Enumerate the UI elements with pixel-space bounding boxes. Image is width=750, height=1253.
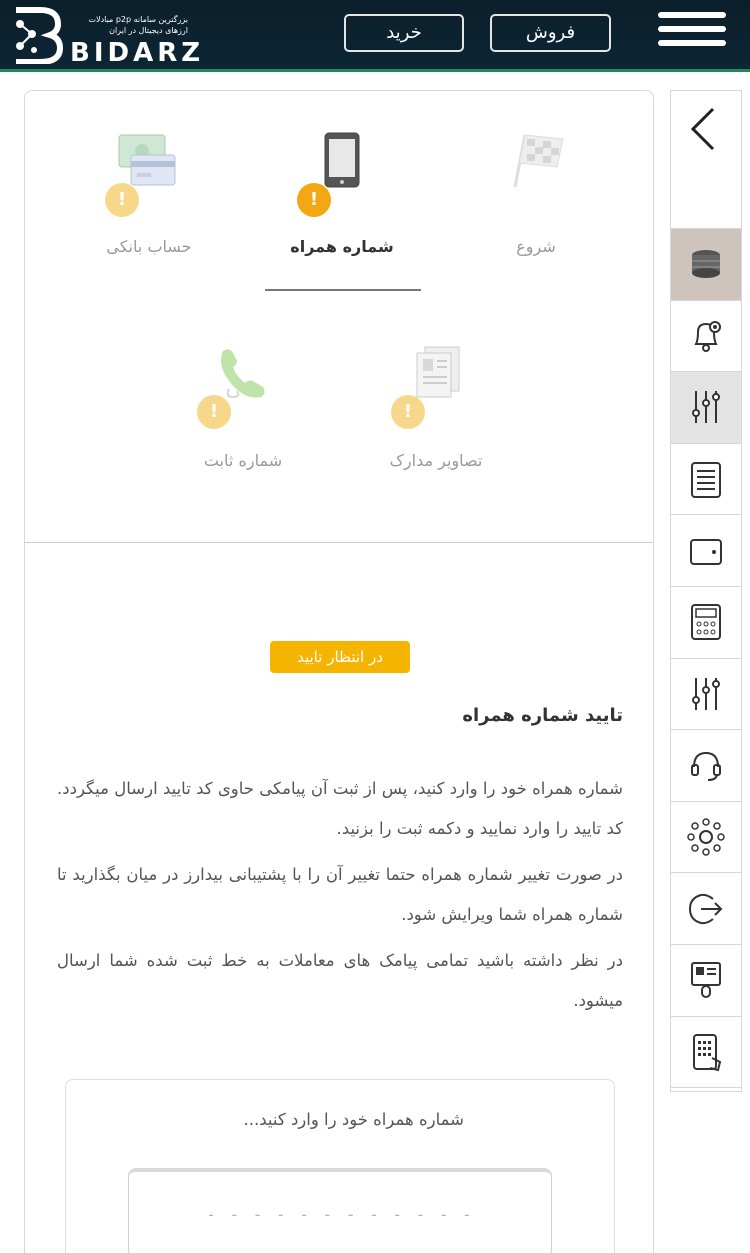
wallet-icon	[688, 534, 724, 568]
landline-phone-icon	[215, 345, 271, 401]
buy-button[interactable]: خرید	[344, 14, 464, 52]
calculator-icon	[688, 602, 724, 642]
sidebar-item-settings[interactable]	[671, 372, 741, 444]
warning-icon: !	[197, 395, 231, 429]
phone-form	[65, 1079, 615, 1253]
headset-icon	[688, 747, 724, 783]
mobile-phone-icon	[323, 131, 361, 189]
logo-mark-icon	[10, 6, 66, 64]
warning-icon: !	[297, 183, 331, 217]
sidebar-item-coins[interactable]	[671, 229, 741, 301]
verification-steps	[25, 91, 653, 543]
warning-icon: !	[391, 395, 425, 429]
logout-icon	[687, 891, 725, 927]
logo-tagline: بزرگترین سامانه p2p مبادلات ارزهای دیجیتال در ایران	[88, 15, 188, 35]
coins-icon	[688, 247, 724, 281]
sidebar-item-preferences[interactable]	[671, 659, 741, 731]
warning-icon: !	[105, 183, 139, 217]
step-start-label: شروع	[516, 237, 556, 256]
sidebar-item-mobile-verify[interactable]	[671, 1017, 741, 1089]
id-card-icon	[688, 960, 724, 1000]
status-badge: در انتظار تایید	[270, 641, 410, 673]
section-title: تایید شماره همراه	[462, 705, 623, 726]
logo-text: BIDARZ	[70, 38, 205, 68]
checkered-flag-icon	[507, 131, 567, 189]
bidarz-logo[interactable]	[10, 6, 205, 68]
bell-icon	[688, 318, 724, 354]
sidebar-item-referral[interactable]	[671, 802, 741, 874]
phone-keypad-icon	[688, 1032, 724, 1072]
side-menu	[670, 90, 742, 1092]
step-documents-label: تصاویر مدارک	[389, 451, 483, 470]
sidebar-item-wallet[interactable]	[671, 515, 741, 587]
instruction-paragraph-3: در نظر داشته باشید تمامی پیامک های معاملات به خط ثبت شده شما ارسال میشود.	[57, 951, 623, 1010]
sliders-icon	[688, 387, 724, 427]
step-mobile-label: شماره همراه	[290, 237, 394, 256]
verification-card	[24, 90, 654, 1253]
sidebar-item-orders[interactable]	[671, 444, 741, 516]
phone-number-input[interactable]	[128, 1168, 552, 1253]
notepad-icon	[688, 459, 724, 499]
sidebar-item-support[interactable]	[671, 730, 741, 802]
documents-icon	[411, 345, 463, 401]
network-icon	[687, 818, 725, 856]
instruction-paragraph-1: شماره همراه خود را وارد کنید، پس از ثبت آن پیامکی حاوی کد تایید ارسال میگردد. کد تایید را وارد نمایید و دکمه ثبت را بزنید.	[57, 779, 623, 838]
hamburger-menu-icon[interactable]	[658, 12, 726, 56]
sell-button[interactable]: فروش	[490, 14, 611, 52]
sliders-icon	[688, 674, 724, 714]
sidebar-item-notifications[interactable]	[671, 301, 741, 373]
top-header	[0, 0, 750, 72]
step-bank-label: حساب بانکی	[106, 237, 192, 256]
chevron-left-icon	[687, 105, 717, 153]
step-landline-label: شماره ثابت	[203, 451, 283, 470]
sidebar-item-logout[interactable]	[671, 873, 741, 945]
back-button[interactable]	[671, 91, 741, 229]
sidebar-item-identity[interactable]	[671, 945, 741, 1017]
instruction-paragraph-2: در صورت تغییر شماره همراه حتما تغییر آن را با پشتیبانی بیدارز در میان بگذارید تا شماره همراه شما ویرایش شود.	[57, 865, 623, 924]
active-step-underline	[265, 289, 421, 291]
phone-input-label: شماره همراه خود را وارد کنید...	[243, 1110, 464, 1129]
sidebar-item-calculator[interactable]	[671, 587, 741, 659]
